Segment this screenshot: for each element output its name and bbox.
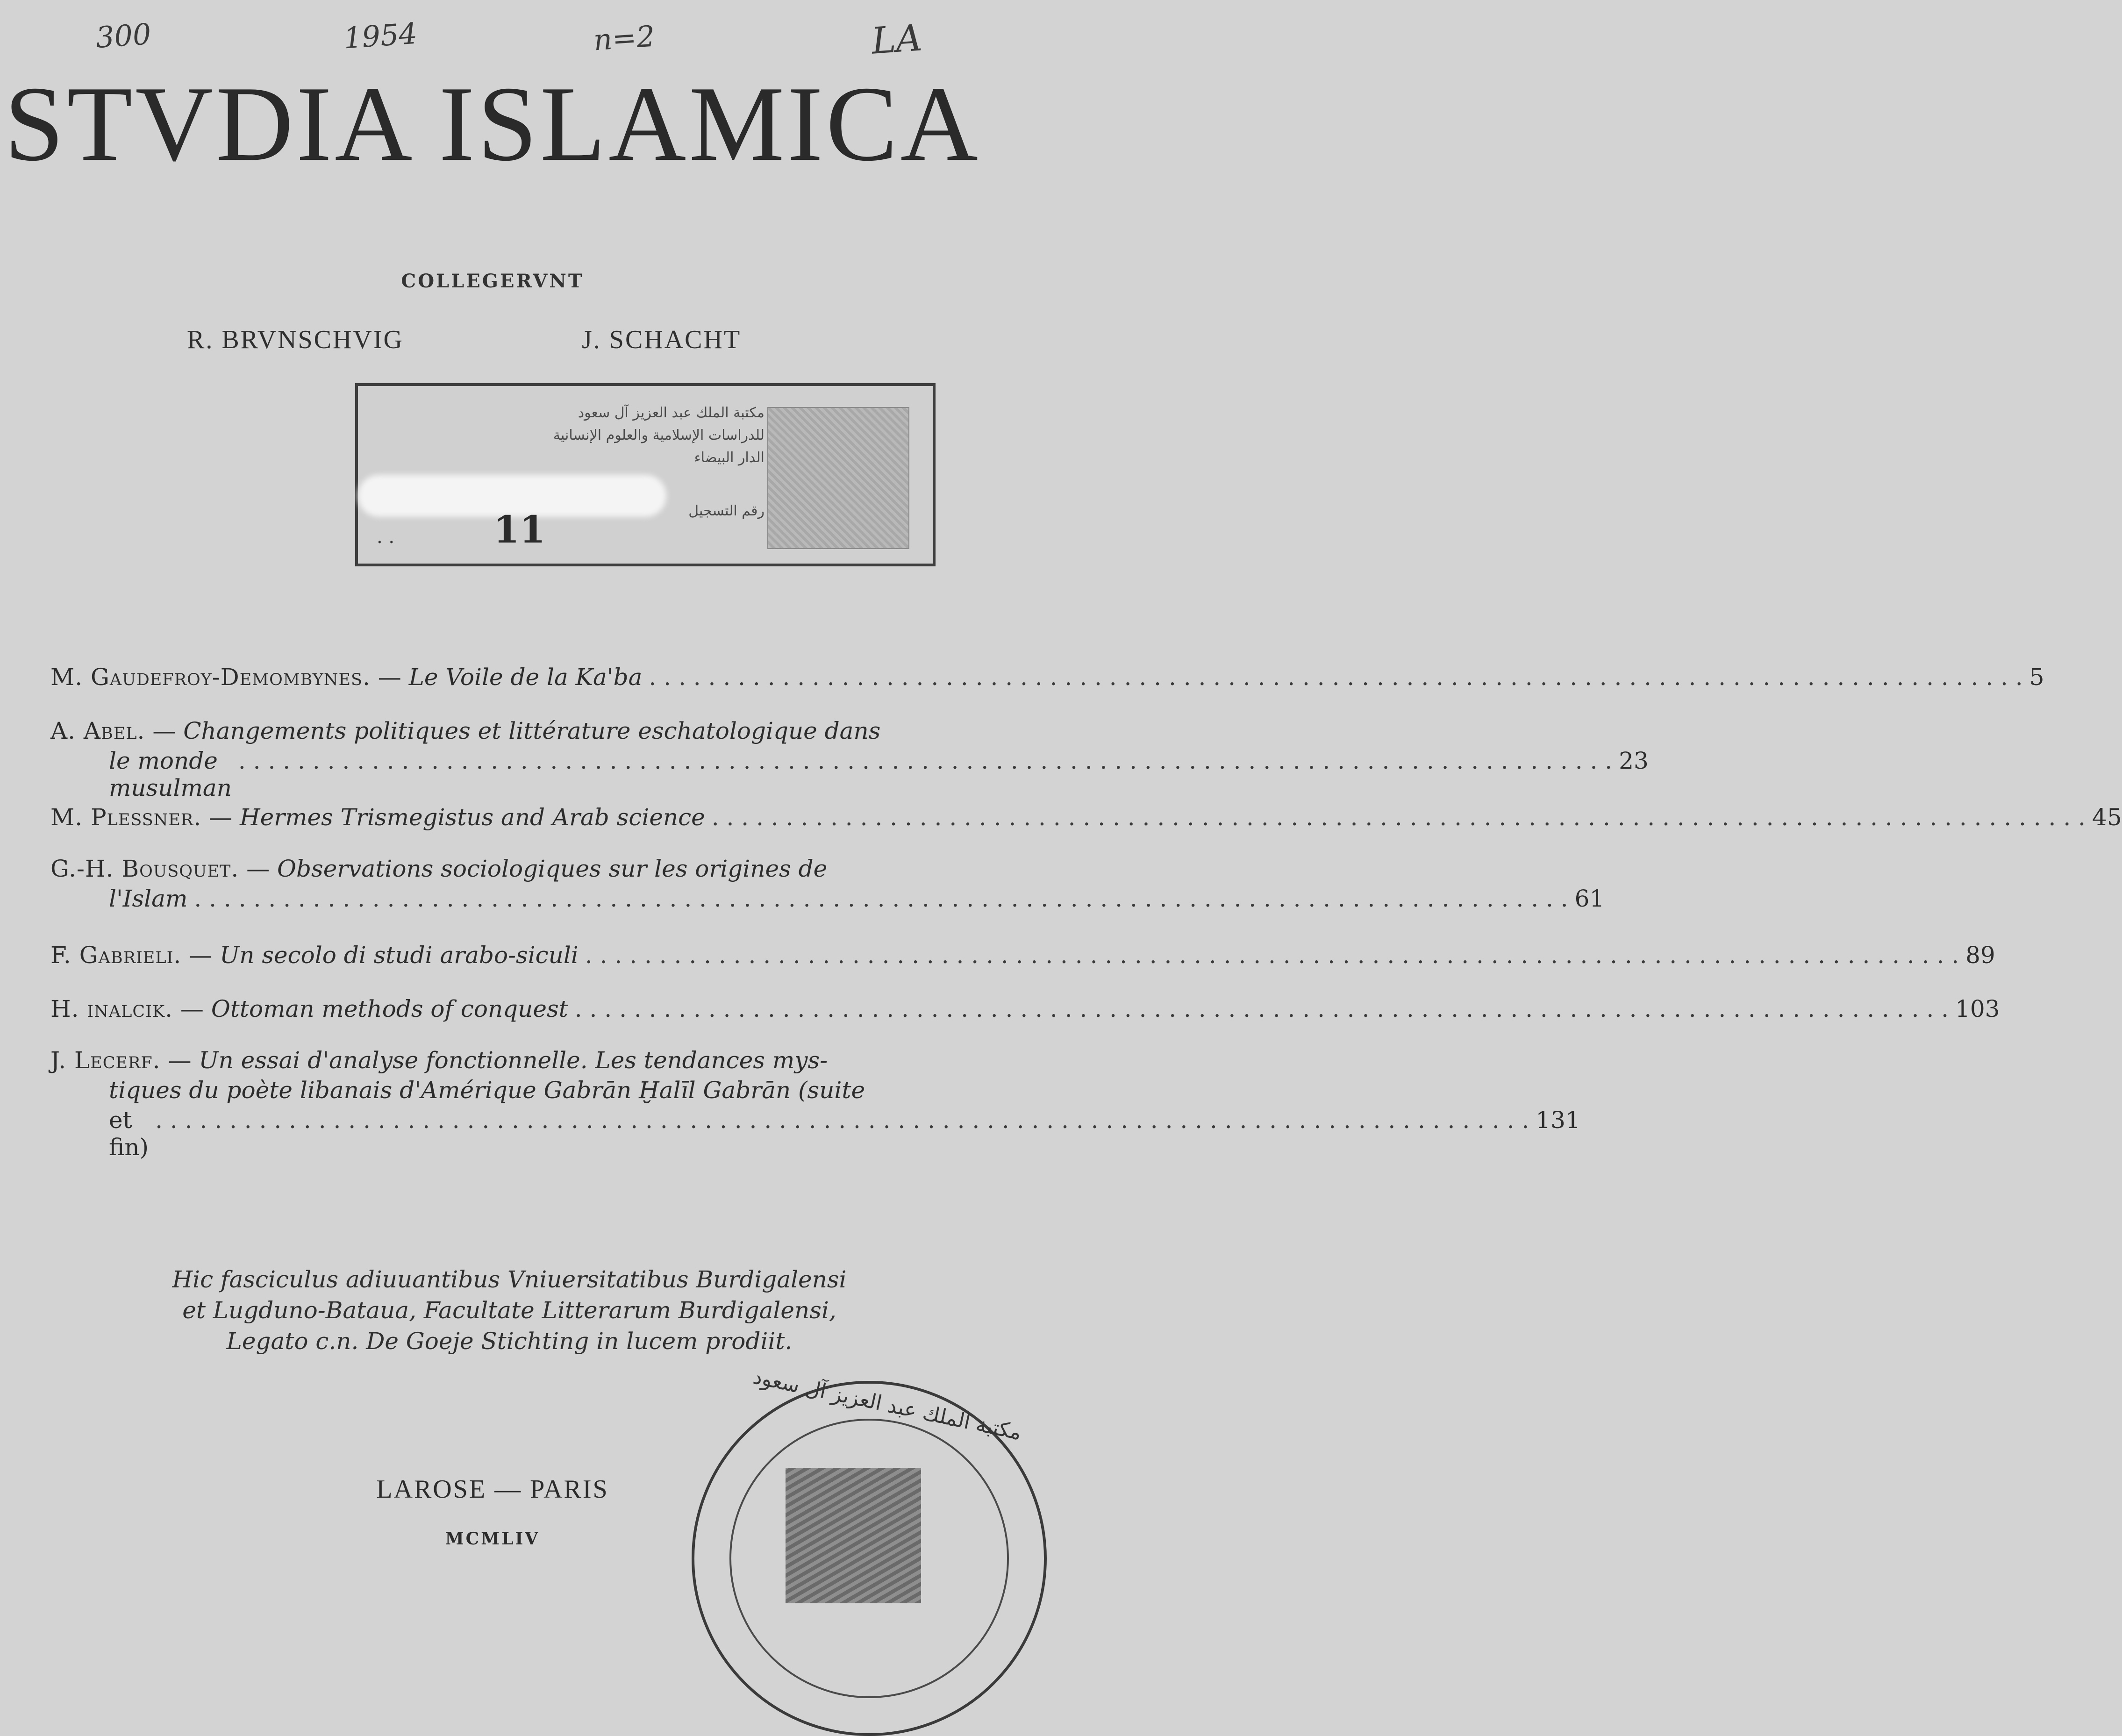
toc-leader <box>649 664 2022 691</box>
toc-title-continued: et fin) <box>109 1107 149 1161</box>
toc-title: Le Voile de la Ka'ba <box>408 664 643 691</box>
toc-leader <box>585 942 1959 969</box>
publisher: LAROSE — PARIS <box>376 1475 609 1504</box>
toc-entry: G.-H. Bousquet. — Observations sociologiques sur les origines de l'Islam . . . 61 <box>50 855 971 912</box>
toc-title-continued: le monde musulman <box>109 747 232 801</box>
stamp-line-2: للدراسات الإسلامية والعلوم الإنسانية <box>553 427 764 443</box>
colophon-line-3: Legato c.n. De Goeje Stichting in lucem prodiit. <box>226 1328 793 1355</box>
toc-page: 61 <box>1574 885 1605 912</box>
handwritten-code: LA <box>870 17 924 63</box>
toc-author: G.-H. Bousquet. <box>50 855 239 882</box>
library-seal <box>692 1365 1047 1736</box>
stamp-dots: . . <box>377 526 395 548</box>
toc-author: H. inalcik. <box>50 995 173 1022</box>
toc-leader <box>575 995 1949 1022</box>
handwritten-number: 300 <box>94 16 152 55</box>
toc-leader <box>238 747 1612 774</box>
toc-author: M. Gaudefroy-Demombynes. <box>50 664 371 691</box>
toc-page: 45 <box>2092 804 2122 831</box>
handwritten-year: 1954 <box>342 16 419 56</box>
toc-entry: A. Abel. — Changements politiques et littérature eschatologique dans le monde musulman . . . 23 <box>50 717 971 801</box>
toc-page: 131 <box>1536 1107 1580 1134</box>
stamp-line-3: الدار البيضاء <box>694 450 764 466</box>
toc-entry: M. Plessner. — Hermes Trismegistus and Arab science . . . 45 <box>50 804 971 831</box>
colophon <box>136 1264 883 1357</box>
toc-title: Changements politiques et littérature eschatologique dans <box>183 717 881 744</box>
stamp-photo <box>767 407 909 549</box>
colophon-line-2: et Lugduno-Bataua, Facultate Litterarum Burdigalensi, <box>182 1297 836 1324</box>
toc-leader <box>194 885 1568 912</box>
journal-title: STVDIA ISLAMICA <box>4 64 981 183</box>
toc-title: Un essai d'analyse fonctionnelle. Les tendances mys- <box>199 1047 828 1074</box>
editor-brunschvig: R. BRVNSCHVIG <box>187 325 404 354</box>
handwritten-issue: n=2 <box>592 19 656 57</box>
stamp-number: 11 <box>493 507 546 551</box>
toc-title-continued: l'Islam <box>109 885 188 912</box>
toc-entry: F. Gabrieli. — Un secolo di studi arabo-siculi . . . 89 <box>50 942 971 969</box>
toc-entry: M. Gaudefroy-Demombynes. — Le Voile de la Ka'ba . . . 5 <box>50 664 971 691</box>
toc-entry: H. inalcik. — Ottoman methods of conquest . . . 103 <box>50 995 971 1022</box>
toc-author: F. Gabrieli. <box>50 942 182 969</box>
stamp-registration-label: رقم التسجيل <box>688 503 764 519</box>
stamp-line-1: مكتبة الملك عبد العزيز آل سعود <box>578 405 764 421</box>
toc-title: Observations sociologiques sur les origines de <box>277 855 828 882</box>
toc-title: Un secolo di studi arabo-siculi <box>220 942 579 969</box>
toc-author: M. Plessner. <box>50 804 202 831</box>
toc-leader <box>712 804 2086 831</box>
colophon-line-1: Hic fasciculus adiuuantibus Vniuersitatibus Burdigalensi <box>172 1266 847 1293</box>
toc-title: Ottoman methods of conquest <box>211 995 568 1022</box>
collegerunt-label: COLLEGERVNT <box>401 270 584 292</box>
editor-schacht: J. SCHACHT <box>582 325 742 354</box>
toc-page: 89 <box>1965 942 1995 969</box>
library-stamp <box>355 383 936 566</box>
toc-title-continued: tiques du poète libanais d'Amérique Gabrān Ḫalīl Gabrān (suite <box>109 1077 865 1104</box>
toc-leader <box>155 1107 1529 1134</box>
toc-title: Hermes Trismegistus and Arab science <box>239 804 705 831</box>
toc-author: A. Abel. <box>50 717 145 744</box>
toc-page: 5 <box>2029 664 2044 691</box>
toc-entry: J. Lecerf. — Un essai d'analyse fonctionnelle. Les tendances mys- tiques du poète libanais d'Amérique Gabrān Ḫalīl Gabrān (suite et fin) . . . 131 <box>50 1047 971 1161</box>
seal-emblem <box>786 1468 921 1603</box>
toc-author: J. Lecerf. <box>50 1047 161 1074</box>
publication-year: MCMLIV <box>445 1529 540 1549</box>
toc-page: 103 <box>1955 995 2000 1022</box>
seal-text: مكتبة الملك عبد العزيز آل سعود <box>751 1365 1024 1445</box>
toc-page: 23 <box>1619 747 1649 774</box>
